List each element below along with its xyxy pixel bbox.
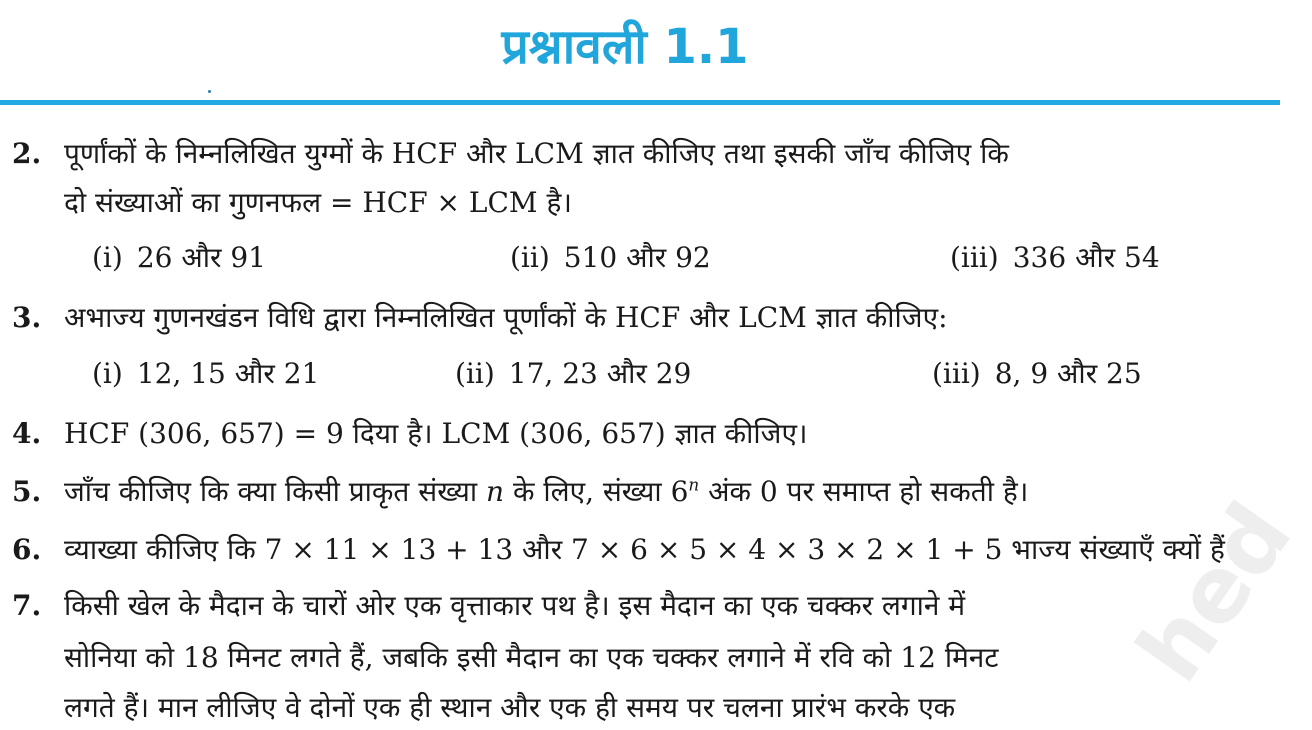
option-label: (ii) [510,241,550,274]
question-text-part: के लिए, संख्या 6 [504,475,689,508]
option-text: 26 और 91 [136,241,266,274]
question-text-line: व्याख्या कीजिए कि 7 × 11 × 13 + 13 और 7 × 6 × 5 × 4 × 3 × 2 × 1 + 5 भाज्य संख्याएँ क्यों हैं। [64,533,1236,566]
option-item [510,238,711,278]
option-text: 12, 15 और 21 [136,357,320,390]
page-title: प्रश्नावली 1.1 [501,19,749,75]
option-label: (iii) [950,241,999,274]
option-item [92,354,319,394]
question-text-line [64,470,1028,514]
question-number: 4. [12,417,42,450]
question-text-part: जाँच कीजिए कि क्या किसी प्राकृत संख्या [64,475,486,508]
decorative-dot [208,90,211,93]
option-item [455,354,691,394]
title-divider [0,100,1280,105]
option-text: 17, 23 और 29 [508,357,692,390]
question-number: 3. [12,301,42,334]
option-label: (i) [92,241,123,274]
watermark-text: hed [1117,484,1312,701]
question-number: 5. [12,475,42,508]
option-text: 8, 9 और 25 [994,357,1142,390]
question-text-line: अभाज्य गुणनखंडन विधि द्वारा निम्नलिखित पूर्णांकों के HCF और LCM ज्ञात कीजिए: [64,301,948,334]
question-text-line: दो संख्याओं का गुणनफल = HCF × LCM है। [64,186,572,219]
option-label: (iii) [932,357,981,390]
math-exponent: n [688,474,700,495]
question-number: 6. [12,533,42,566]
question-text-line: किसी खेल के मैदान के चारों ओर एक वृत्ताकार पथ है। इस मैदान का एक चक्कर लगाने में [64,589,966,622]
option-label: (ii) [455,357,495,390]
option-item [92,238,266,278]
question-text-line: पूर्णांकों के निम्नलिखित युग्मों के HCF और LCM ज्ञात कीजिए तथा इसकी जाँच कीजिए कि [64,137,1009,170]
question-number: 7. [12,589,42,622]
option-text: 336 और 54 [1012,241,1160,274]
question-number: 2. [12,137,42,170]
option-label: (i) [92,357,123,390]
question-text-line: लगते हैं। मान लीजिए वे दोनों एक ही स्थान और एक ही समय पर चलना प्रारंभ करके एक [64,691,956,724]
question-text-line: सोनिया को 18 मिनट लगते हैं, जबकि इसी मैदान का एक चक्कर लगाने में रवि को 12 मिनट [64,641,999,674]
option-text: 510 और 92 [563,241,711,274]
question-text-part: अंक 0 पर समाप्त हो सकती है। [699,475,1029,508]
option-item [932,354,1142,394]
option-item [950,238,1160,278]
question-text-line: HCF (306, 657) = 9 दिया है। LCM (306, 657) ज्ञात कीजिए। [64,417,808,450]
math-variable: n [486,475,505,508]
